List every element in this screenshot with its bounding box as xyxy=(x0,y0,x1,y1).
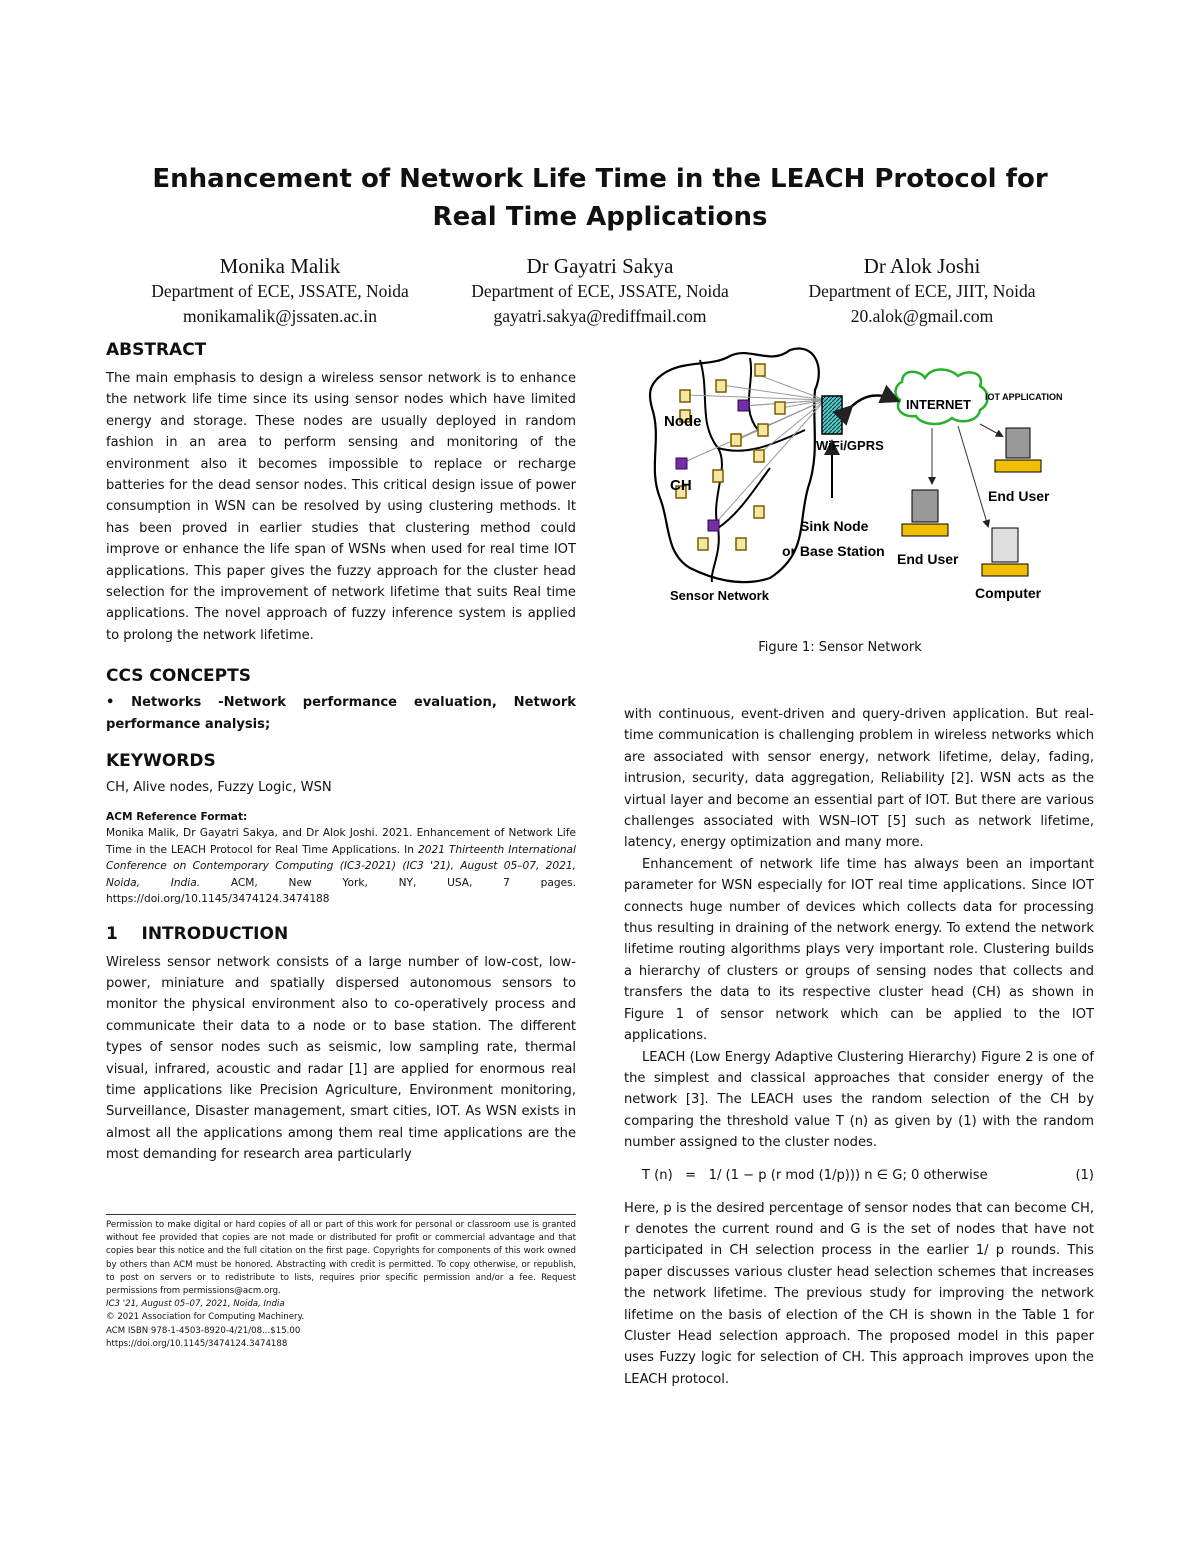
paper-title xyxy=(60,160,1140,236)
intro-paragraph-1: Wireless sensor network consists of a large number of low-cost, low-power, miniature and spatially dispersed autonomous sensors to monitor the physical environment also to co-operatively process and communicate their data to a node or to base station. The different types of sensor nodes such as seismic, low sampling rate, thermal visual, infrared, acoustic and radar [1] are applied for enormous real time applications like Precision Agriculture, Environment monitoring, Surveillance, Disaster management, smart cities, IOT. As WSN exists in almost all the applications among them real time applications are the most demanding for research area particularly xyxy=(106,954,576,1163)
acm-ref-part1: Monika Malik, Dr Gayatri Sakya, and Dr Alok Joshi. 2021. Enhancement of Network Life Time in the LEACH Protocol for Real Time Applications. In xyxy=(106,827,576,856)
copyright-footnote xyxy=(106,1214,576,1351)
author-3 xyxy=(732,253,1112,329)
sink-internet-arrow xyxy=(850,395,896,408)
acm-ref-part2: ACM, New York, NY, USA, 7 pages. https://doi.org/10.1145/3474124.3474188 xyxy=(106,876,576,905)
right-paragraph-2: Enhancement of network life time has always been an important parameter for WSN especially for IOT real time applications. Since IOT connects huge number of devices which collects data for processing thus resulting in draining of the network energy. To extend the network lifetime routing algorithms plays very important role. Clustering builds a hierarchy of clusters or groups of sensing nodes that collects and transfers the data to its respective cluster head (CH) as shown in Figure 1 of sensor network which can be applied to the IOT applications. xyxy=(624,856,1094,1044)
end-user-2-label: End User xyxy=(988,488,1050,504)
title-line-1: Enhancement of Network Life Time in the LEACH Protocol for xyxy=(152,164,1048,194)
node-label: Node xyxy=(664,413,702,430)
ch-label: CH xyxy=(670,477,692,494)
sensor-network-diagram xyxy=(640,338,1100,618)
equation-text: T (n) = 1/ (1 − p (r mod (1/p))) n ∈ G; 0 otherwise xyxy=(642,1167,988,1183)
abstract-text: The main emphasis to design a wireless sensor network is to enhance the network life time since its using sensor nodes which have limited energy and storage. These nodes are usually deployed in random fashion in an area to perform sensing and monitoring of the environment also it becomes impossible to replace or recharge batteries for the dead sensor nodes. This critical design issue of power consumption in WSN can be resolved by using clustering methods. It has been proved in earlier studies that clustering method could improve or enhance the life span of WSNs when used for real time IOT applications. This paper gives the fuzzy approach for the cluster head selection for the improvement of network lifetime that suits Real time applications. The novel approach of fuzzy inference system is applied to prolong the network lifetime. xyxy=(106,371,576,643)
left-column xyxy=(106,340,576,1166)
isbn-line: ACM ISBN 978-1-4503-8920-4/21/08...$15.00 xyxy=(106,1325,301,1336)
figure-1-caption: Figure 1: Sensor Network xyxy=(758,640,922,655)
iot-app-label: IOT APPLICATION xyxy=(985,392,1063,402)
author-name: Monika Malik xyxy=(219,254,341,278)
arrow-to-computer xyxy=(958,426,988,526)
intro-heading: 1 INTRODUCTION xyxy=(106,923,289,944)
author-name: Dr Gayatri Sakya xyxy=(526,254,674,278)
wifi-label: WiFi/GPRS xyxy=(816,438,884,453)
equation-number: (1) xyxy=(1075,1167,1094,1183)
author-email: gayatri.sakya@rediffmail.com xyxy=(493,306,707,326)
arrow-to-end-user-2 xyxy=(980,424,1002,436)
cluster-border xyxy=(718,468,770,528)
acm-ref-text xyxy=(106,825,576,908)
author-dept: Department of ECE, JSSATE, Noida xyxy=(151,281,409,301)
internet-label: INTERNET xyxy=(906,397,971,412)
sensor-network-label: Sensor Network xyxy=(670,588,769,603)
figure-1 xyxy=(640,338,1100,618)
abstract-heading: ABSTRACT xyxy=(106,340,207,360)
right-paragraph-4: Here, p is the desired percentage of sensor nodes that can become CH, r denotes the current round and G is the set of nodes that have not participated in CH selection process in the earlier 1/ p rounds. This paper discusses various cluster head selection schemes that increases the network lifetime. The previous study for improving the network lifetime on the basis of election of the CH is shown in the Table 1 for Cluster Head selection approach. The proposed model in this paper uses Fuzzy logic for selection of CH. This approach improves upon the LEACH protocol. xyxy=(624,1200,1094,1387)
computer-icon-end-user-1 xyxy=(902,490,948,536)
sink-label-2: or Base Station xyxy=(782,543,885,559)
title-line-2: Real Time Applications xyxy=(432,202,768,232)
right-paragraph-3: LEACH (Low Energy Adaptive Clustering Hierarchy) Figure 2 is one of the simplest and classical approaches that consider energy of the network [3]. The LEACH uses the random selection of the CH by comparing the threshold value T (n) as given by (1) with the random number assigned to the cluster nodes. xyxy=(624,1049,1094,1151)
sink-node-icon xyxy=(822,396,842,434)
sink-label-1: Sink Node xyxy=(800,518,869,534)
author-email: monikamalik@jssaten.ac.in xyxy=(183,306,377,326)
keywords-text: CH, Alive nodes, Fuzzy Logic, WSN xyxy=(106,780,332,796)
ccs-heading: CCS CONCEPTS xyxy=(106,666,251,687)
end-user-1-label: End User xyxy=(897,551,959,567)
conference-line: IC3 '21, August 05–07, 2021, Noida, India xyxy=(106,1299,285,1310)
right-column xyxy=(624,704,1094,1390)
author-dept: Department of ECE, JSSATE, Noida xyxy=(471,281,729,301)
acm-ref-venue: 2021 Thirteenth International Conference on Contemporary Computing (IC3-2021) (IC3 '21), August 05–07, 2021, Noida, India. xyxy=(106,843,576,889)
copyright-line: © 2021 Association for Computing Machinery. xyxy=(106,1312,305,1323)
acm-ref-heading: ACM Reference Format: xyxy=(106,810,248,823)
keywords-heading: KEYWORDS xyxy=(106,751,216,772)
ccs-text: • Networks -Network performance evaluation, Network performance analysis; xyxy=(106,695,576,732)
author-name: Dr Alok Joshi xyxy=(863,254,981,278)
author-dept: Department of ECE, JIIT, Noida xyxy=(808,281,1036,301)
equation-1 xyxy=(624,1164,1094,1198)
doi-line: https://doi.org/10.1145/3474124.3474188 xyxy=(106,1338,288,1349)
author-email: 20.alok@gmail.com xyxy=(850,306,994,326)
computer-icon xyxy=(982,528,1028,576)
computer-icon-end-user-2 xyxy=(995,428,1041,472)
permission-text: Permission to make digital or hard copies of all or part of this work for personal or classroom use is granted without fee provided that copies are not made or distributed for profit or commercial advantage and that copies bear this notice and the full citation on the first page. Copyrights for components of this work owned by others than ACM must be honored. Abstracting with credit is permitted. To copy otherwise, or republish, to post on servers or to redistribute to lists, requires prior specific permission and/or a fee. Request permissions from permissions@acm.org. xyxy=(106,1220,576,1297)
right-paragraph-1: with continuous, event-driven and query-driven application. But real-time communication is challenging problem in wireless networks which are associated with sensor energy, network lifetime, delay, fading, intrusion, security, data aggregation, Reliability [2]. WSN acts as the virtual layer and become an essential part of IOT. But there are various challenges associated with WSN–IOT [5] such as network lifetime, latency, energy optimization and many more. xyxy=(624,707,1094,851)
computer-label: Computer xyxy=(975,585,1042,601)
